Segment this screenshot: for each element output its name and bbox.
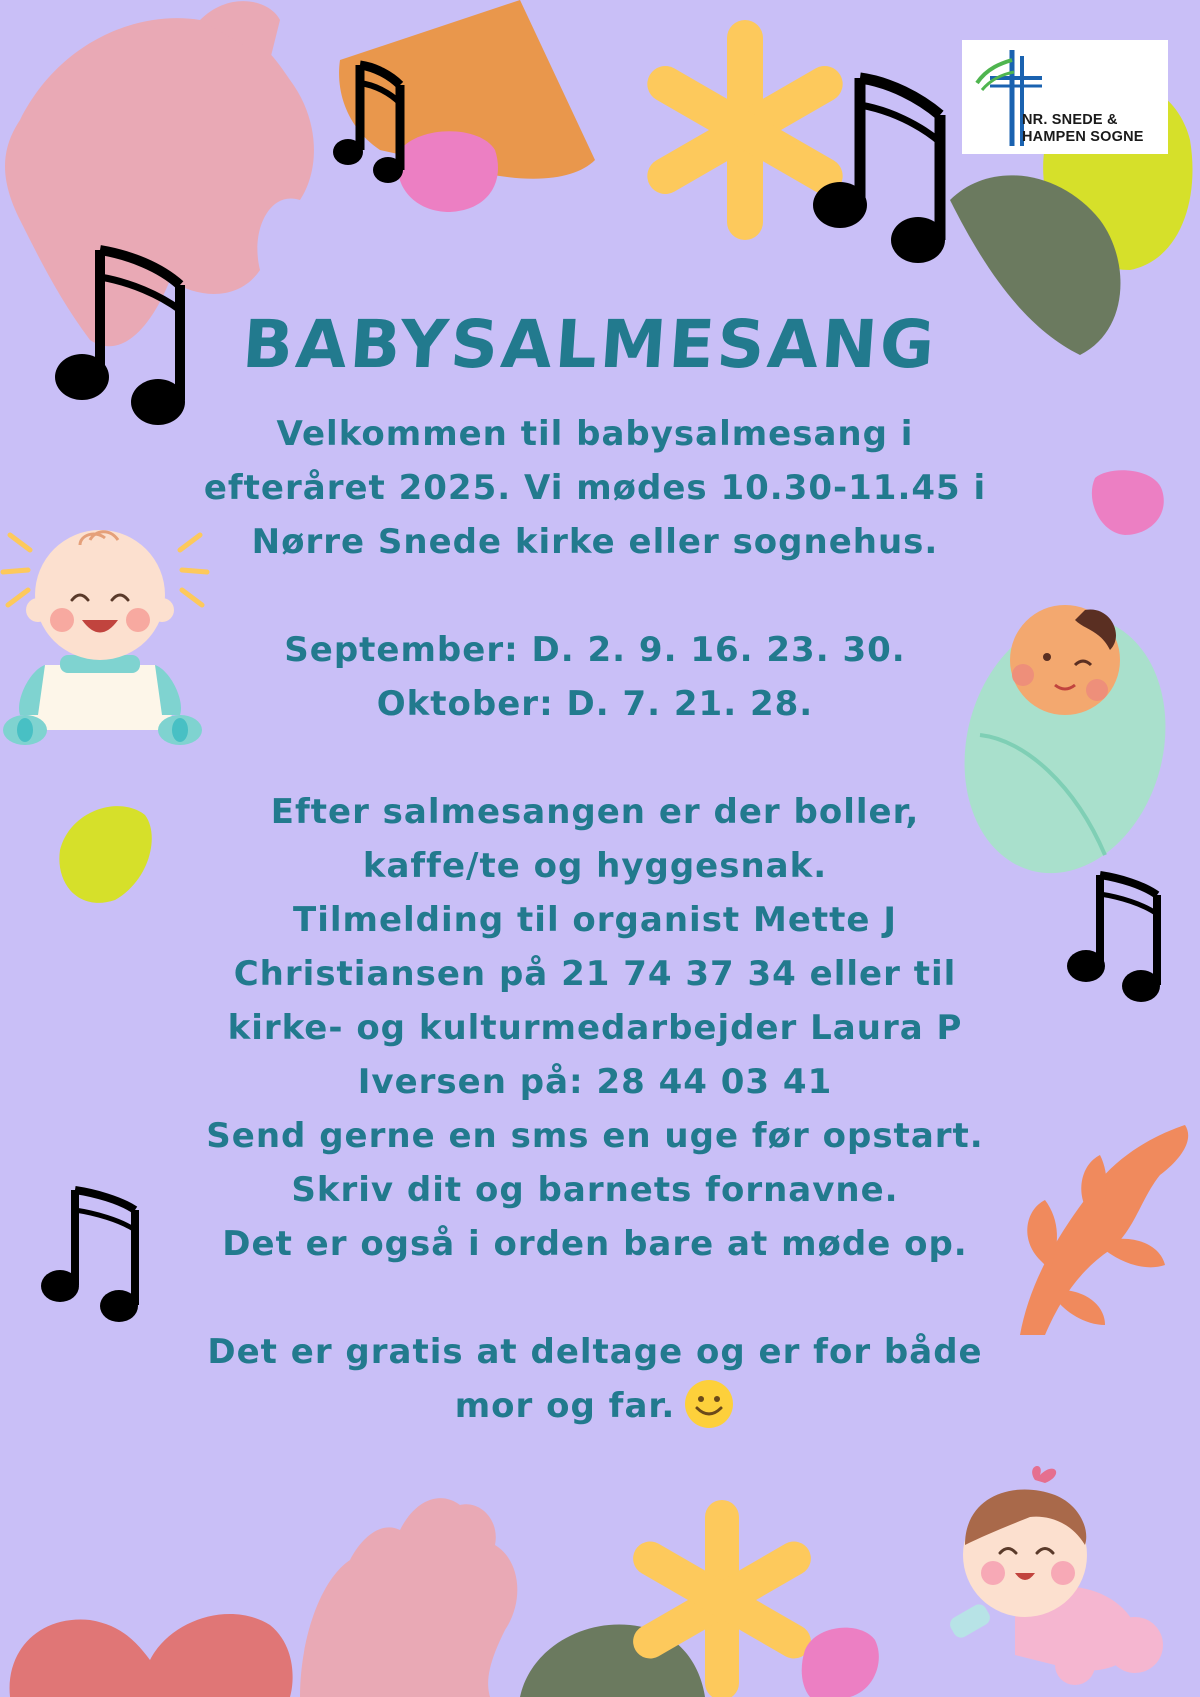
closing-line: mor og far.: [454, 1386, 676, 1426]
details-line: Send gerne en sms en uge før opstart.: [206, 1116, 984, 1156]
closing-line: Det er gratis at deltage og er for både: [207, 1332, 983, 1372]
poster-body: [195, 407, 995, 1433]
details-line: Efter salmesangen er der boller,: [270, 792, 920, 832]
dates-october: Oktober: D. 7. 21. 28.: [376, 684, 814, 724]
parish-name-line-2: HAMPEN SOGNE: [1022, 129, 1144, 145]
details-line: Det er også i orden bare at møde op.: [222, 1224, 968, 1264]
details-line: Tilmelding til organist Mette J: [293, 900, 897, 940]
details-line: Christiansen på 21 74 37 34 eller til: [233, 954, 957, 994]
music-note-icon: [41, 1190, 138, 1322]
details-line: kirke- og kulturmedarbejder Laura P: [227, 1008, 963, 1048]
coral-branch-shape: [1020, 1125, 1188, 1335]
poster-title: BABYSALMESANG: [240, 306, 940, 383]
details-line: kaffe/te og hyggesnak.: [362, 846, 828, 886]
parish-name: [1022, 112, 1168, 146]
red-blob-bottom: [10, 1614, 293, 1697]
pink-hand-bottom: [300, 1498, 517, 1697]
dates-september: September: D. 2. 9. 16. 23. 30.: [284, 630, 906, 670]
music-note-icon: [1067, 875, 1160, 1002]
smiley-icon: [683, 1378, 735, 1430]
magenta-blob-bottom: [802, 1628, 879, 1697]
intro-line: efteråret 2025. Vi mødes 10.30-11.45 i: [203, 468, 987, 508]
magenta-blob: [397, 131, 498, 212]
closing-line-with-smiley: [195, 1379, 995, 1433]
details-line: Iversen på: 28 44 03 41: [357, 1062, 833, 1102]
intro-line: Nørre Snede kirke eller sognehus.: [251, 522, 939, 562]
parish-logo: [962, 40, 1168, 154]
intro-line: Velkommen til babysalmesang i: [276, 414, 914, 454]
baby-sitting-illustration: [3, 530, 207, 745]
baby-crawling-illustration: [947, 1466, 1163, 1685]
lime-blob-left: [59, 806, 151, 903]
magenta-blob-right: [1092, 470, 1164, 535]
details-line: Skriv dit og barnets fornavne.: [291, 1170, 899, 1210]
parish-name-line-1: NR. SNEDE &: [1022, 112, 1118, 128]
